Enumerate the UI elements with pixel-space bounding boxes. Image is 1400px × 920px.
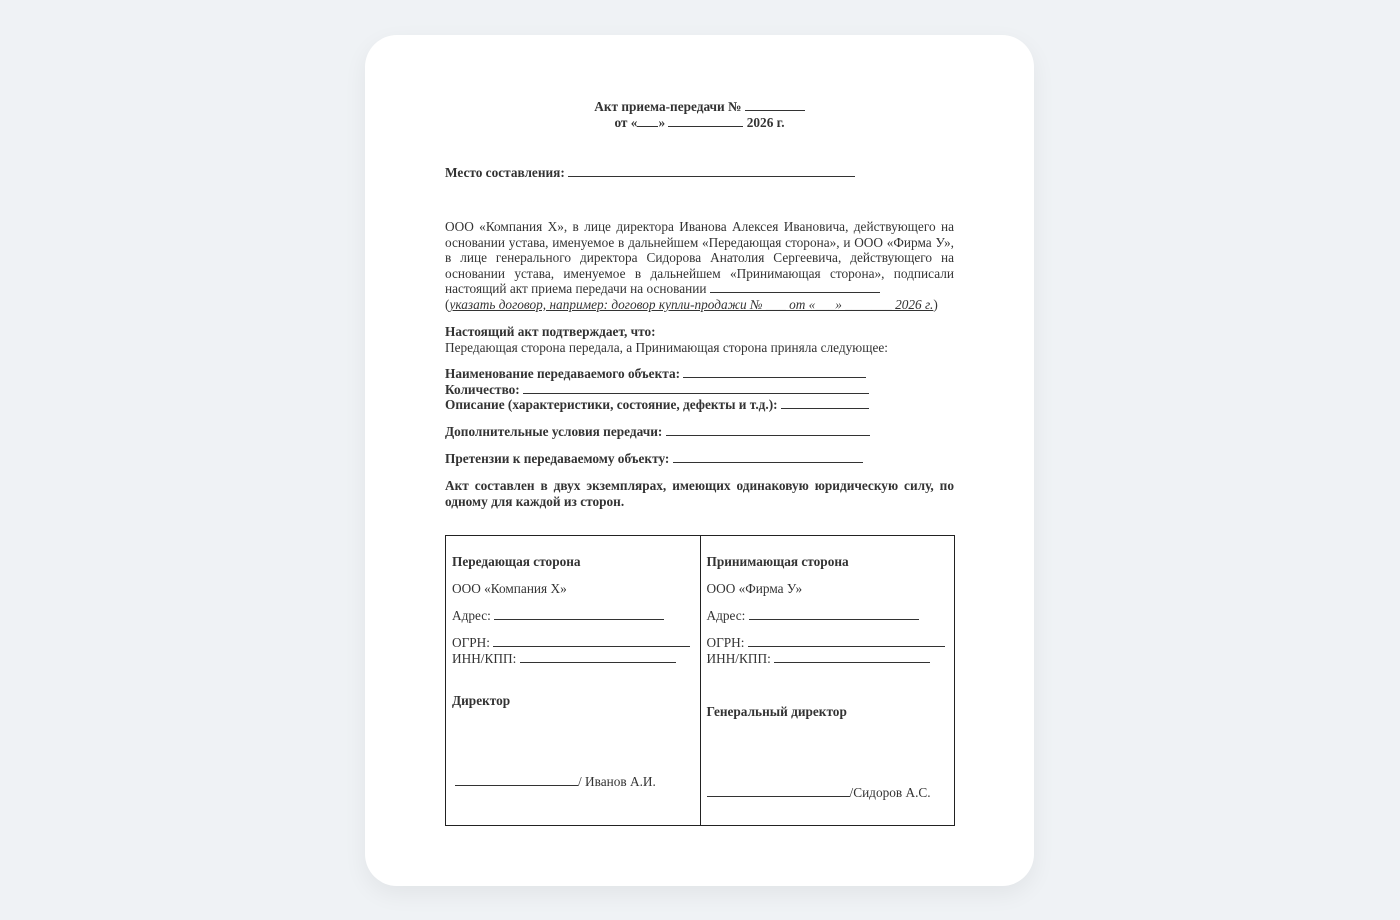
right-ogrn-blank[interactable]	[748, 635, 945, 647]
object-name-blank[interactable]	[683, 366, 866, 378]
intro-paragraph	[445, 219, 954, 313]
claims-row	[445, 451, 863, 467]
place-label: Место составления:	[445, 165, 565, 180]
claims-label: Претензии к передаваемому объекту:	[445, 451, 670, 466]
right-party-heading: Принимающая сторона	[706, 554, 849, 569]
title-date-mid: »	[658, 114, 666, 130]
day-blank[interactable]	[637, 115, 658, 127]
note-close: )	[933, 296, 938, 312]
right-ogrn-row	[707, 635, 945, 651]
place-row	[445, 165, 855, 181]
left-address-row	[452, 608, 664, 624]
place-blank[interactable]	[568, 165, 855, 177]
quantity-blank[interactable]	[523, 382, 869, 394]
month-blank[interactable]	[668, 115, 743, 127]
document-card	[365, 35, 1034, 886]
closing-paragraph: Акт составлен в двух экземплярах, имеющих одинаковую юридическую силу, по одному для каждой из сторон.	[445, 478, 954, 509]
right-company: ООО «Фирма У»	[706, 581, 803, 596]
title-date-prefix: от «	[614, 114, 638, 130]
right-inn-blank[interactable]	[774, 651, 930, 663]
confirm-heading: Настоящий акт подтверждает, что:	[445, 324, 656, 339]
right-inn-row	[707, 651, 931, 667]
title-line-1: Акт приема-передачи №	[594, 99, 742, 114]
left-signature-blank[interactable]	[455, 774, 578, 786]
right-signature-blank[interactable]	[707, 785, 850, 797]
title-year: 2026 г.	[746, 114, 785, 130]
confirm-text: Передающая сторона передала, а Принимающая сторона приняла следующее:	[445, 339, 888, 355]
left-inn-label: ИНН/КПП:	[452, 651, 517, 666]
right-signature-name: /Сидоров А.С.	[849, 785, 931, 800]
left-inn-blank[interactable]	[520, 651, 676, 663]
confirm-block	[445, 324, 888, 355]
object-fields	[445, 366, 869, 413]
right-role: Генеральный директор	[706, 704, 847, 719]
left-company: ООО «Компания Х»	[452, 581, 567, 596]
quantity-label: Количество:	[445, 381, 520, 397]
left-signature-row	[455, 774, 656, 790]
conditions-blank[interactable]	[666, 424, 870, 436]
number-blank[interactable]	[745, 99, 805, 111]
conditions-label: Дополнительные условия передачи:	[445, 424, 663, 439]
left-party-heading: Передающая сторона	[452, 554, 581, 569]
right-signature-row	[707, 785, 931, 801]
right-address-blank[interactable]	[749, 608, 919, 620]
left-ogrn-label: ОГРН:	[452, 635, 490, 650]
claims-blank[interactable]	[673, 451, 863, 463]
receiving-party-cell	[700, 536, 955, 826]
left-address-blank[interactable]	[494, 608, 664, 620]
left-signature-name: / Иванов А.И.	[578, 774, 656, 789]
left-inn-row	[452, 651, 676, 667]
left-address-label: Адрес:	[452, 608, 491, 623]
left-ogrn-blank[interactable]	[493, 635, 690, 647]
object-name-label: Наименование передаваемого объекта:	[445, 366, 681, 381]
right-address-label: Адрес:	[706, 608, 746, 623]
description-blank[interactable]	[781, 397, 869, 409]
right-inn-label: ИНН/КПП:	[706, 651, 771, 666]
intro-text: ООО «Компания Х», в лице директора Иванова Алексея Ивановича, действующего на основании устава, именуемое в дальнейшем «Передающая сторона», и ООО «Фирма У», в лице генерального директора Сидорова Анатолия Сергеевича, действующего на основании устава, именуемое в дальнейшем «Принимающая сторона», подписали настоящий акт приема передачи на основании	[445, 219, 954, 297]
left-ogrn-row	[452, 635, 690, 651]
right-ogrn-label: ОГРН:	[706, 635, 745, 650]
conditions-row	[445, 424, 870, 440]
transferring-party-cell	[446, 536, 701, 826]
right-address-row	[707, 608, 919, 624]
contract-note: указать договор, например: договор купли-продажи № ___ от «___» _______ 2026 г.	[449, 296, 934, 312]
description-label: Описание (характеристики, состояние, дефекты и т.д.):	[445, 397, 778, 413]
signatures-table	[445, 535, 955, 826]
note-open: (	[445, 296, 450, 312]
document-title	[445, 99, 954, 130]
left-role: Директор	[452, 693, 511, 708]
basis-blank[interactable]	[710, 281, 880, 293]
